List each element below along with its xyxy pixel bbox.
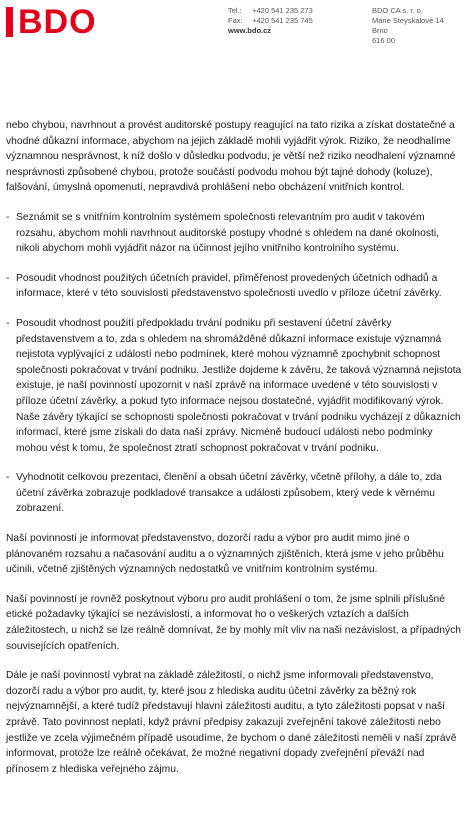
bullet-text: Posoudit vhodnost použití předpokladu trvání podniku při sestavení účetní závěrky představenstvem a to, zda s ohledem na shromážděné důkazní informace existuje významná nejistota vyplývající z událostí nebo podmínek, které mohou významně zpochybnit schopnost společnosti pokračovat v trvání podniku. Jestliže dojdeme k závěru, že taková významná nejistota existuje, je naší povinností upozornit v naší zprávě na informace uvedené v této souvislosti v příloze účetní závěrky, a pokud tyto informace nejsou dostatečné, vyjádřit modifikovaný výrok. Naše závěry týkající se schopnosti společnosti pokračovat v trvání podniku vycházejí z důkazních informací, které jsme získali do data naší zprávy. Nicméně budoucí události nebo podmínky mohou vést k tomu, že společnost ztratí schopnost pokračovat v trvání podniku. [16,317,462,454]
bullet-item-1 [6,210,464,257]
phone-number: +420 541 235 273 [252,6,313,15]
document-body [6,118,464,777]
company-name: BDO CA s. r. o. [372,6,423,15]
bdo-logo [6,3,121,41]
bullet-dash: - [6,317,10,329]
paragraph-2: Naší povinností je informovat představenstvo, dozorčí radu a výbor pro audit mimo jiné o plánovaném rozsahu a načasování auditu a o významných zjištěních, která jsme v jeho průběhu učinili, včetně zjištěných významných nedostatků ve vnitřním kontrolním systému. [6,533,444,576]
bullet-item-2 [6,271,464,302]
city: Brno [372,26,388,35]
bullet-dash: - [6,472,10,484]
bullet-item-3 [6,316,464,456]
zip: 616 00 [372,36,395,45]
logo-bar [6,7,13,37]
logo-text: BDO [18,3,97,41]
bullet-text: Posoudit vhodnost použitých účetních pravidel, přiměřenost provedených účetních odhadů a informace, které v této souvislosti představenstvo společnosti uvedlo v příloze účetní závěrky. [16,272,442,300]
paragraph-3: Naší povinností je rovněž poskytnout výboru pro audit prohlášení o tom, že jsme splnili příslušné etické požadavky týkající se nezávislosti, a informovat ho o veškerých vztazích a dalších záležitostech, u nichž se lze reálně domnívat, že by mohly mít vliv na naši nezávislost, a případných souvisejících opatřeních. [6,593,461,652]
paragraph-4: Dále je naší povinností vybrat na základě záležitostí, o nichž jsme informovali představenstvo, dozorčí radu a výbor pro audit, ty, které jsou z hlediska auditu účetní závěrky za běžný rok nejvýznamnější, a které tudíž představují hlavní záležitosti auditu, a tyto záležitosti popsat v naší zprávě. Tato povinnost neplatí, když právní předpisy zakazují zveřejnění takové záležitosti nebo jestliže ve zcela výjimečném případě usoudíme, že bychom o dané záležitosti neměli v naší zprávě informovat, protože lze reálně očekávat, že možné negativní dopady zveřejnění převáží nad přínosem z hlediska veřejného zájmu. [6,670,457,775]
street: Marie Steyskalové 14 [372,16,444,25]
paragraph-1: nebo chybou, navrhnout a provést auditorské postupy reagující na tato rizika a získat dostatečné a vhodné důkazní informace, abychom na jejich základě mohli vyjádřit výrok. Riziko, že neodhalíme významnou nesprávnost, k níž došlo v důsledku podvodu, je větší než riziko neodhalení významné nesprávnosti způsobené chybou, protože součástí podvodu mohou být tajné dohody (koluze), falšování, úmyslná opomenutí, nepravdivá prohlášení nebo obcházení vnitřních kontrol. [6,120,456,194]
bullet-item-4 [6,470,464,517]
phone-label: Tel.: [228,6,242,15]
company-address [372,6,444,46]
bullet-dash: - [6,272,10,284]
website-link[interactable]: www.bdo.cz [228,26,272,35]
bullet-text: Seznámit se s vnitřním kontrolním systémem společnosti relevantním pro audit v takovém rozsahu, abychom mohli navrhnout auditorské postupy vhodné s ohledem na dané okolnosti, nikoli abychom mohli vyjádřit názor na účinnost jejího vnitřního kontrolního systému. [16,211,440,255]
fax-label: Fax: [228,16,243,25]
bullet-dash: - [6,211,10,223]
fax-number: +420 541 235 745 [252,16,313,25]
letterhead [0,0,471,52]
contact-info [228,6,313,36]
bullet-text: Vyhodnotit celkovou prezentaci, členění a obsah účetní závěrky, včetně přílohy, a dále to, zda účetní závěrka zobrazuje podkladové transakce a události způsobem, který vede k věrnému zobrazení. [16,472,442,515]
